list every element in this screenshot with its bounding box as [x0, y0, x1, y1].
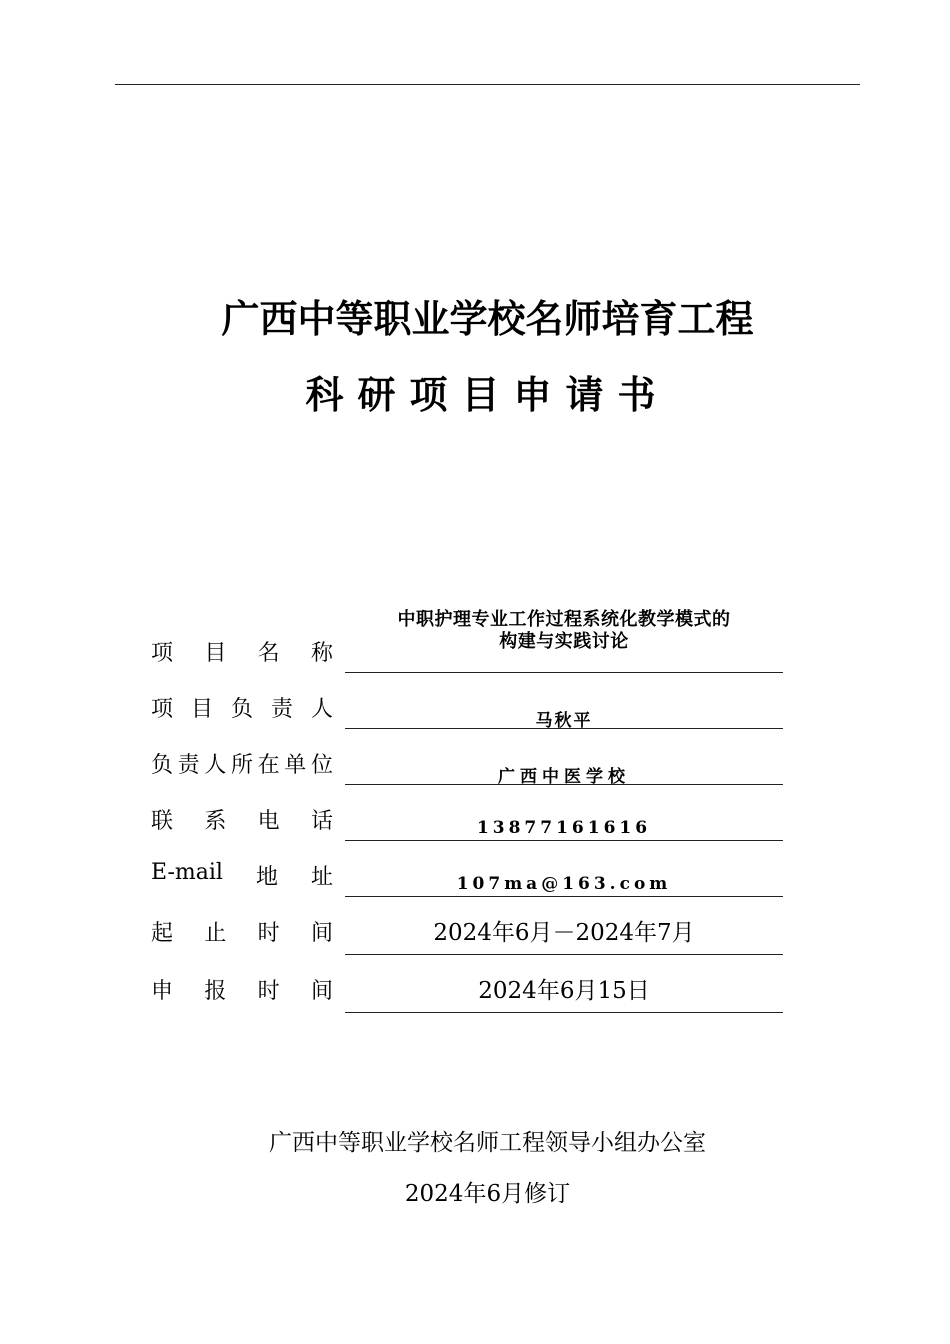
field-label: 项 目 名 称 — [151, 641, 333, 666]
email-value: 107ma@163.com — [345, 874, 783, 897]
revision-date: 2024年6月修订 — [404, 1181, 571, 1207]
period-value: 2024年6月－2024年7月 — [345, 914, 783, 955]
project-name-line1: 中职护理专业工作过程系统化教学模式的 — [397, 609, 731, 630]
field-value — [345, 609, 783, 673]
project-name-line2: 构建与实践讨论 — [499, 631, 629, 652]
field-label: 负 责 人 所 在 单 位 — [151, 753, 333, 778]
header-rule — [115, 84, 860, 85]
apply-date-value: 2024年6月15日 — [345, 972, 783, 1013]
unit-value: 广西中医学校 — [345, 762, 783, 785]
field-label: 起 止 时 间 — [151, 921, 333, 946]
field-label: 联 系 电 话 — [151, 809, 333, 834]
field-label: 申 报 时 间 — [151, 979, 333, 1004]
leader-value: 马秋平 — [345, 706, 783, 729]
document-subtitle: 科研项目申请书 — [305, 373, 670, 417]
phone-value: 13877161616 — [345, 818, 783, 841]
issuing-office: 广西中等职业学校名师工程领导小组办公室 — [269, 1130, 706, 1156]
field-label: 项 目 负 责 人 — [151, 697, 333, 722]
document-title: 广西中等职业学校名师培育工程 — [221, 297, 754, 341]
field-label: E-mail 地 址 — [151, 860, 333, 890]
